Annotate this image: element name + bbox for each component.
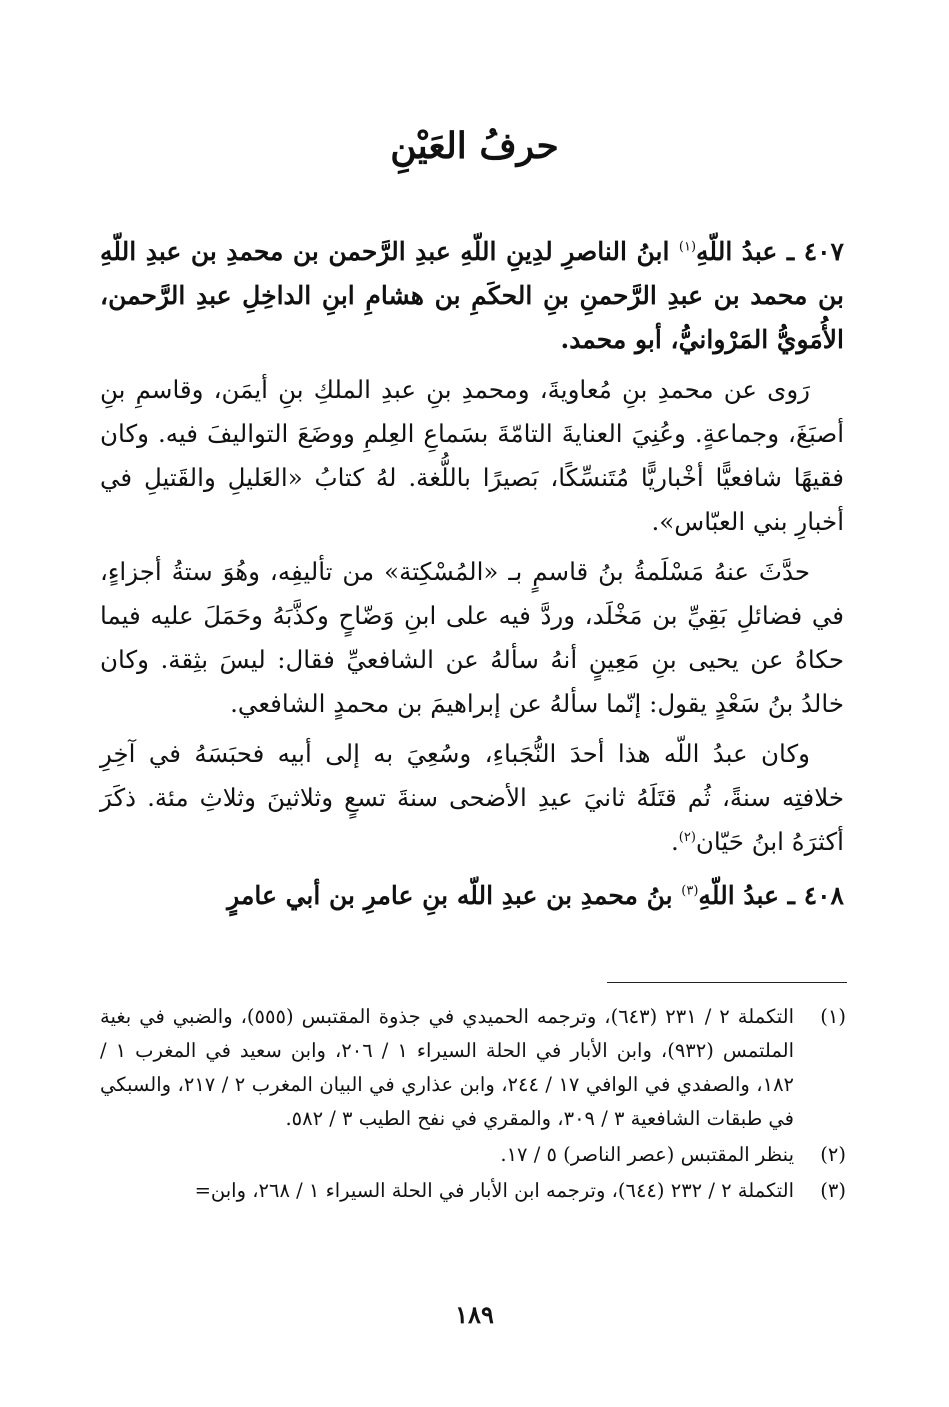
footnote-3: [100, 1174, 846, 1208]
entry-408-number: ٤٠٨ ـ: [787, 881, 844, 910]
footnote-2: [100, 1138, 846, 1172]
footnote-number: (١): [820, 1005, 846, 1028]
entry-408-heading: [100, 874, 844, 918]
footnote-text: التكملة ٢ / ٢٣٢ (٦٤٤)، وترجمه ابن الأبار في الحلة السيراء ١ / ٢٦٨، وابن=: [194, 1179, 794, 1202]
footnote-1: [100, 1000, 846, 1136]
chapter-title: حرفُ العَيْنِ: [390, 125, 559, 167]
footnote-ref-1[interactable]: (١): [678, 239, 697, 255]
footnotes: [100, 1000, 846, 1210]
entry-407-heading: [100, 230, 844, 362]
entry-408-name: عبدُ اللّهِ: [698, 881, 779, 910]
main-text: [100, 230, 844, 924]
footnote-ref-3[interactable]: (٣): [681, 883, 699, 899]
footnote-text: ينظر المقتبس (عصر الناصر) ٥ / ١٧.: [500, 1143, 794, 1166]
entry-407-paragraph-3-end: .: [670, 827, 679, 856]
page-number: ١٨٩: [455, 1300, 494, 1329]
entry-407-name: عبدُ اللّهِ: [696, 237, 778, 266]
entry-407-lineage: ابنُ الناصرِ لدِينِ اللّهِ عبدِ الرَّحمن بن محمدِ بن عبدِ اللّهِ بن محمد بن عبدِ الرَّحمنِ بنِ الحكَمِ بن هشامِ ابنِ الداخِلِ عبدِ الرَّحمن، الأُمَويُّ المَرْوانيُّ، أبو محمد.: [100, 237, 844, 354]
entry-408-lineage: بنُ محمدِ بن عبدِ اللّه بنِ عامرِ بن أبي عامرٍ: [227, 881, 673, 910]
footnote-text: التكملة ٢ / ٢٣١ (٦٤٣)، وترجمه الحميدي في جذوة المقتبس (٥٥٥)، والضبي في بغية الملتمس (٩٣٢)، وابن الأبار في الحلة السيراء ١ / ٢٠٦، وابن سعيد في المغرب ١ / ١٨٢، والصفدي في الوافي ١٧ / ٢٤٤، وابن عذاري في البيان المغرب ٢ / ٢١٧، والسبكي في طبقات الشافعية ٣ / ٣٠٩، والمقري في نفح الطيب ٣ / ٥٨٢.: [100, 1005, 795, 1130]
entry-407-paragraph-3: [100, 732, 844, 864]
entry-407-paragraph-1: رَوى عن محمدِ بنِ مُعاويةَ، ومحمدِ بنِ عبدِ الملكِ بنِ أيمَن، وقاسمِ بنِ أصبَغَ، وجماعةٍ. وعُنِيَ العنايةَ التامّةَ بسَماعِ العِلمِ ووضَعَ التواليفَ فيه. وكان فقيهًا شافعيًّا أخْباريًّا مُتَنسِّكًا، بَصيرًا باللُّغة. لهُ كتابُ «العَليلِ والقَتيلِ في أخبارِ بني العبّاس».: [100, 375, 844, 536]
entry-407-paragraph-2: حدَّثَ عنهُ مَسْلَمةُ بنُ قاسمٍ بـ «المُسْكِتة» من تأليفِه، وهُوَ ستةُ أجزاءٍ، في فضائلِ بَقِيِّ بن مَخْلَد، وردَّ فيه على ابنِ وَضّاحٍ وكذَّبَهُ وحَمَلَ عليه فيما حكاهُ عن يحيى بنِ مَعِينٍ أنهُ سألهُ عن الشافعيِّ فقال: ليسَ بثِقة. وكان خالدُ بنُ سَعْدٍ يقول: إنّما سألهُ عن إبراهيمَ بن محمدٍ الشافعي.: [100, 557, 844, 718]
footnote-number: (٣): [820, 1179, 846, 1202]
footnote-number: (٢): [820, 1143, 846, 1166]
footnote-ref-2[interactable]: (٢): [678, 829, 696, 845]
entry-407-paragraph-3-text: وكان عبدُ اللّه هذا أحدَ النُّجَباءِ، وسُعِيَ به إلى أبيه فحبَسَهُ في آخِرِ خلافتِه سنةً، ثُم قتَلَهُ ثانيَ عيدِ الأضحى سنةَ تسعٍ وثلاثينَ وثلاثِ مئة. ذكَرَ أكثرَهُ ابنُ حَيّان: [100, 739, 844, 856]
entry-407-number: ٤٠٧ ـ: [786, 237, 844, 266]
footnote-divider: [607, 982, 847, 983]
